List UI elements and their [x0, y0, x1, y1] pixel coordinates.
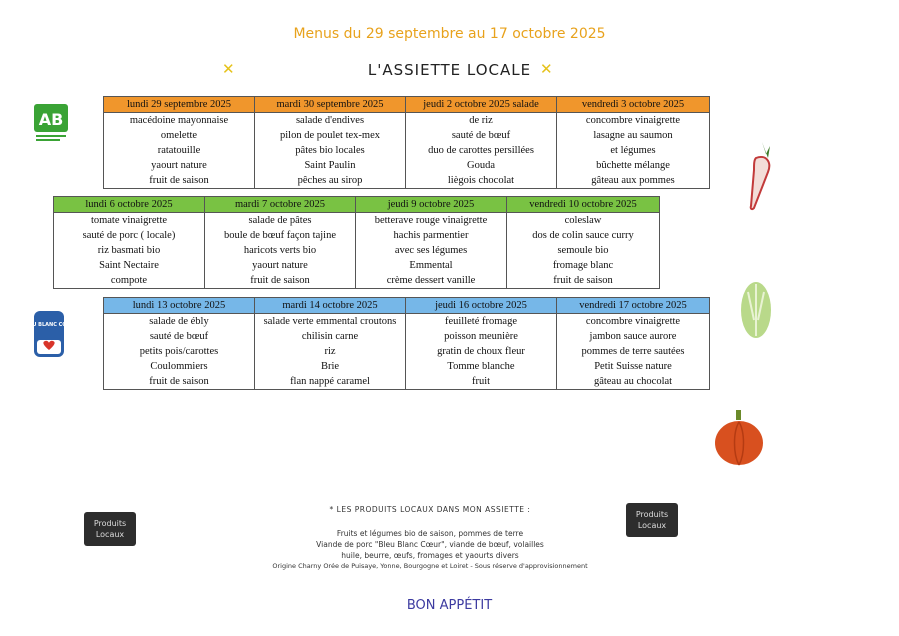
- menu-item: Tomme blanche: [406, 359, 557, 374]
- menu-row: [104, 329, 710, 344]
- cabbage-illustration: [738, 280, 774, 340]
- menu-item: liègois chocolat: [406, 173, 557, 189]
- menu-item: macédoine mayonnaise: [104, 113, 255, 129]
- menu-item: haricots verts bio: [205, 243, 356, 258]
- day-header: mardi 7 octobre 2025: [205, 197, 356, 213]
- day-header: lundi 13 octobre 2025: [104, 298, 255, 314]
- day-header: vendredi 10 octobre 2025: [507, 197, 660, 213]
- bbc-logo-text: BLEU BLANC CŒUR: [21, 322, 77, 328]
- menu-week-1: [103, 96, 710, 189]
- menu-item: Saint Nectaire: [54, 258, 205, 273]
- menu-item: compote: [54, 273, 205, 289]
- week-3-header-row: [104, 298, 710, 314]
- menu-item: concombre vinaigrette: [557, 113, 710, 129]
- menu-row: [54, 213, 660, 229]
- menu-item: salade verte emmental croutons: [255, 314, 406, 330]
- menu-item: sauté de bœuf: [104, 329, 255, 344]
- week-2-header-row: [54, 197, 660, 213]
- produits-locaux-sign: Produits Locaux: [626, 503, 678, 537]
- menu-item: Gouda: [406, 158, 557, 173]
- menu-row: [54, 243, 660, 258]
- menu-item: fruit de saison: [104, 374, 255, 390]
- menu-item: fruit de saison: [104, 173, 255, 189]
- menu-item: poisson meunière: [406, 329, 557, 344]
- menu-row: [104, 374, 710, 390]
- menu-item: yaourt nature: [205, 258, 356, 273]
- menu-item: Coulommiers: [104, 359, 255, 374]
- menu-row: [104, 128, 710, 143]
- menu-item: sauté de bœuf: [406, 128, 557, 143]
- bleu-blanc-coeur-logo: [21, 310, 77, 358]
- pumpkin-illustration: [713, 410, 765, 466]
- day-header: vendredi 3 octobre 2025: [557, 97, 710, 113]
- day-header: mardi 30 septembre 2025: [255, 97, 406, 113]
- menu-item: riz basmati bio: [54, 243, 205, 258]
- local-products-line: huile, beurre, œufs, fromages et yaourts divers: [341, 551, 519, 560]
- menu-row: [54, 228, 660, 243]
- menu-item: fruit de saison: [205, 273, 356, 289]
- menu-item: omelette: [104, 128, 255, 143]
- menu-item: tomate vinaigrette: [54, 213, 205, 229]
- week-1-header-row: [104, 97, 710, 113]
- menu-item: riz: [255, 344, 406, 359]
- menu-item: petits pois/carottes: [104, 344, 255, 359]
- menu-item: hachis parmentier: [356, 228, 507, 243]
- menu-row: [104, 113, 710, 129]
- menu-item: de riz: [406, 113, 557, 129]
- menu-item: duo de carottes persillées: [406, 143, 557, 158]
- ab-organic-logo: [33, 103, 69, 143]
- menu-item: chilisin carne: [255, 329, 406, 344]
- local-products-line: Viande de porc "Bleu Blanc Cœur", viande de bœuf, volailles: [316, 540, 544, 549]
- menu-item: flan nappé caramel: [255, 374, 406, 390]
- day-header: mardi 14 octobre 2025: [255, 298, 406, 314]
- menu-item: gratin de choux fleur: [406, 344, 557, 359]
- menu-week-2: [53, 196, 660, 289]
- day-header: jeudi 2 octobre 2025 salade: [406, 97, 557, 113]
- menu-item: salade de ébly: [104, 314, 255, 330]
- menu-row: [104, 173, 710, 189]
- origin-note: Origine Charny Orée de Puisaye, Yonne, Bourgogne et Loiret - Sous réserve d'approvisionnement: [272, 562, 588, 570]
- menu-row: [104, 359, 710, 374]
- menu-item: Petit Suisse nature: [557, 359, 710, 374]
- day-header: lundi 29 septembre 2025: [104, 97, 255, 113]
- menu-item: fromage blanc: [507, 258, 660, 273]
- menu-item: gâteau au chocolat: [557, 374, 710, 390]
- menu-item: coleslaw: [507, 213, 660, 229]
- menu-row: [104, 143, 710, 158]
- day-header: vendredi 17 octobre 2025: [557, 298, 710, 314]
- menu-item: boule de bœuf façon tajine: [205, 228, 356, 243]
- menu-item: yaourt nature: [104, 158, 255, 173]
- menu-item: pêches au sirop: [255, 173, 406, 189]
- menu-item: fruit: [406, 374, 557, 390]
- menu-item: crème dessert vanille: [356, 273, 507, 289]
- menu-row: [104, 344, 710, 359]
- menu-item: pilon de poulet tex-mex: [255, 128, 406, 143]
- menu-item: avec ses légumes: [356, 243, 507, 258]
- menu-period: Menus du 29 septembre au 17 octobre 2025: [293, 26, 606, 42]
- menu-item: Emmental: [356, 258, 507, 273]
- menu-item: salade d'endives: [255, 113, 406, 129]
- menu-row: [104, 314, 710, 330]
- menu-item: fruit de saison: [507, 273, 660, 289]
- page-title: L'ASSIETTE LOCALE: [367, 61, 532, 79]
- day-header: jeudi 16 octobre 2025: [406, 298, 557, 314]
- menu-row: [54, 273, 660, 289]
- menu-item: sauté de porc ( locale): [54, 228, 205, 243]
- menu-item: ratatouille: [104, 143, 255, 158]
- menu-item: concombre vinaigrette: [557, 314, 710, 330]
- menu-item: feuilleté fromage: [406, 314, 557, 330]
- closing-message: BON APPÉTIT: [406, 598, 493, 613]
- produits-locaux-sign: Produits Locaux: [84, 512, 136, 546]
- day-header: lundi 6 octobre 2025: [54, 197, 205, 213]
- menu-row: [104, 158, 710, 173]
- menu-item: gâteau aux pommes: [557, 173, 710, 189]
- cutlery-icon: ✕: [222, 60, 235, 78]
- menu-item: dos de colin sauce curry: [507, 228, 660, 243]
- menu-item: pommes de terre sautées: [557, 344, 710, 359]
- menu-row: [54, 258, 660, 273]
- cutlery-icon: ✕: [540, 60, 553, 78]
- menu-item: salade de pâtes: [205, 213, 356, 229]
- local-products-heading: * LES PRODUITS LOCAUX DANS MON ASSIETTE :: [329, 505, 531, 514]
- menu-item: pâtes bio locales: [255, 143, 406, 158]
- menu-item: et légumes: [557, 143, 710, 158]
- menu-week-3: [103, 297, 710, 390]
- menu-item: Saint Paulin: [255, 158, 406, 173]
- menu-item: bûchette mélange: [557, 158, 710, 173]
- day-header: jeudi 9 octobre 2025: [356, 197, 507, 213]
- local-products-line: Fruits et légumes bio de saison, pommes de terre: [336, 529, 524, 538]
- menu-item: betterave rouge vinaigrette: [356, 213, 507, 229]
- menu-item: Brie: [255, 359, 406, 374]
- menu-item: semoule bio: [507, 243, 660, 258]
- ab-logo-text: AB: [38, 110, 64, 129]
- menu-item: lasagne au saumon: [557, 128, 710, 143]
- radish-illustration: [742, 140, 776, 212]
- menu-item: jambon sauce aurore: [557, 329, 710, 344]
